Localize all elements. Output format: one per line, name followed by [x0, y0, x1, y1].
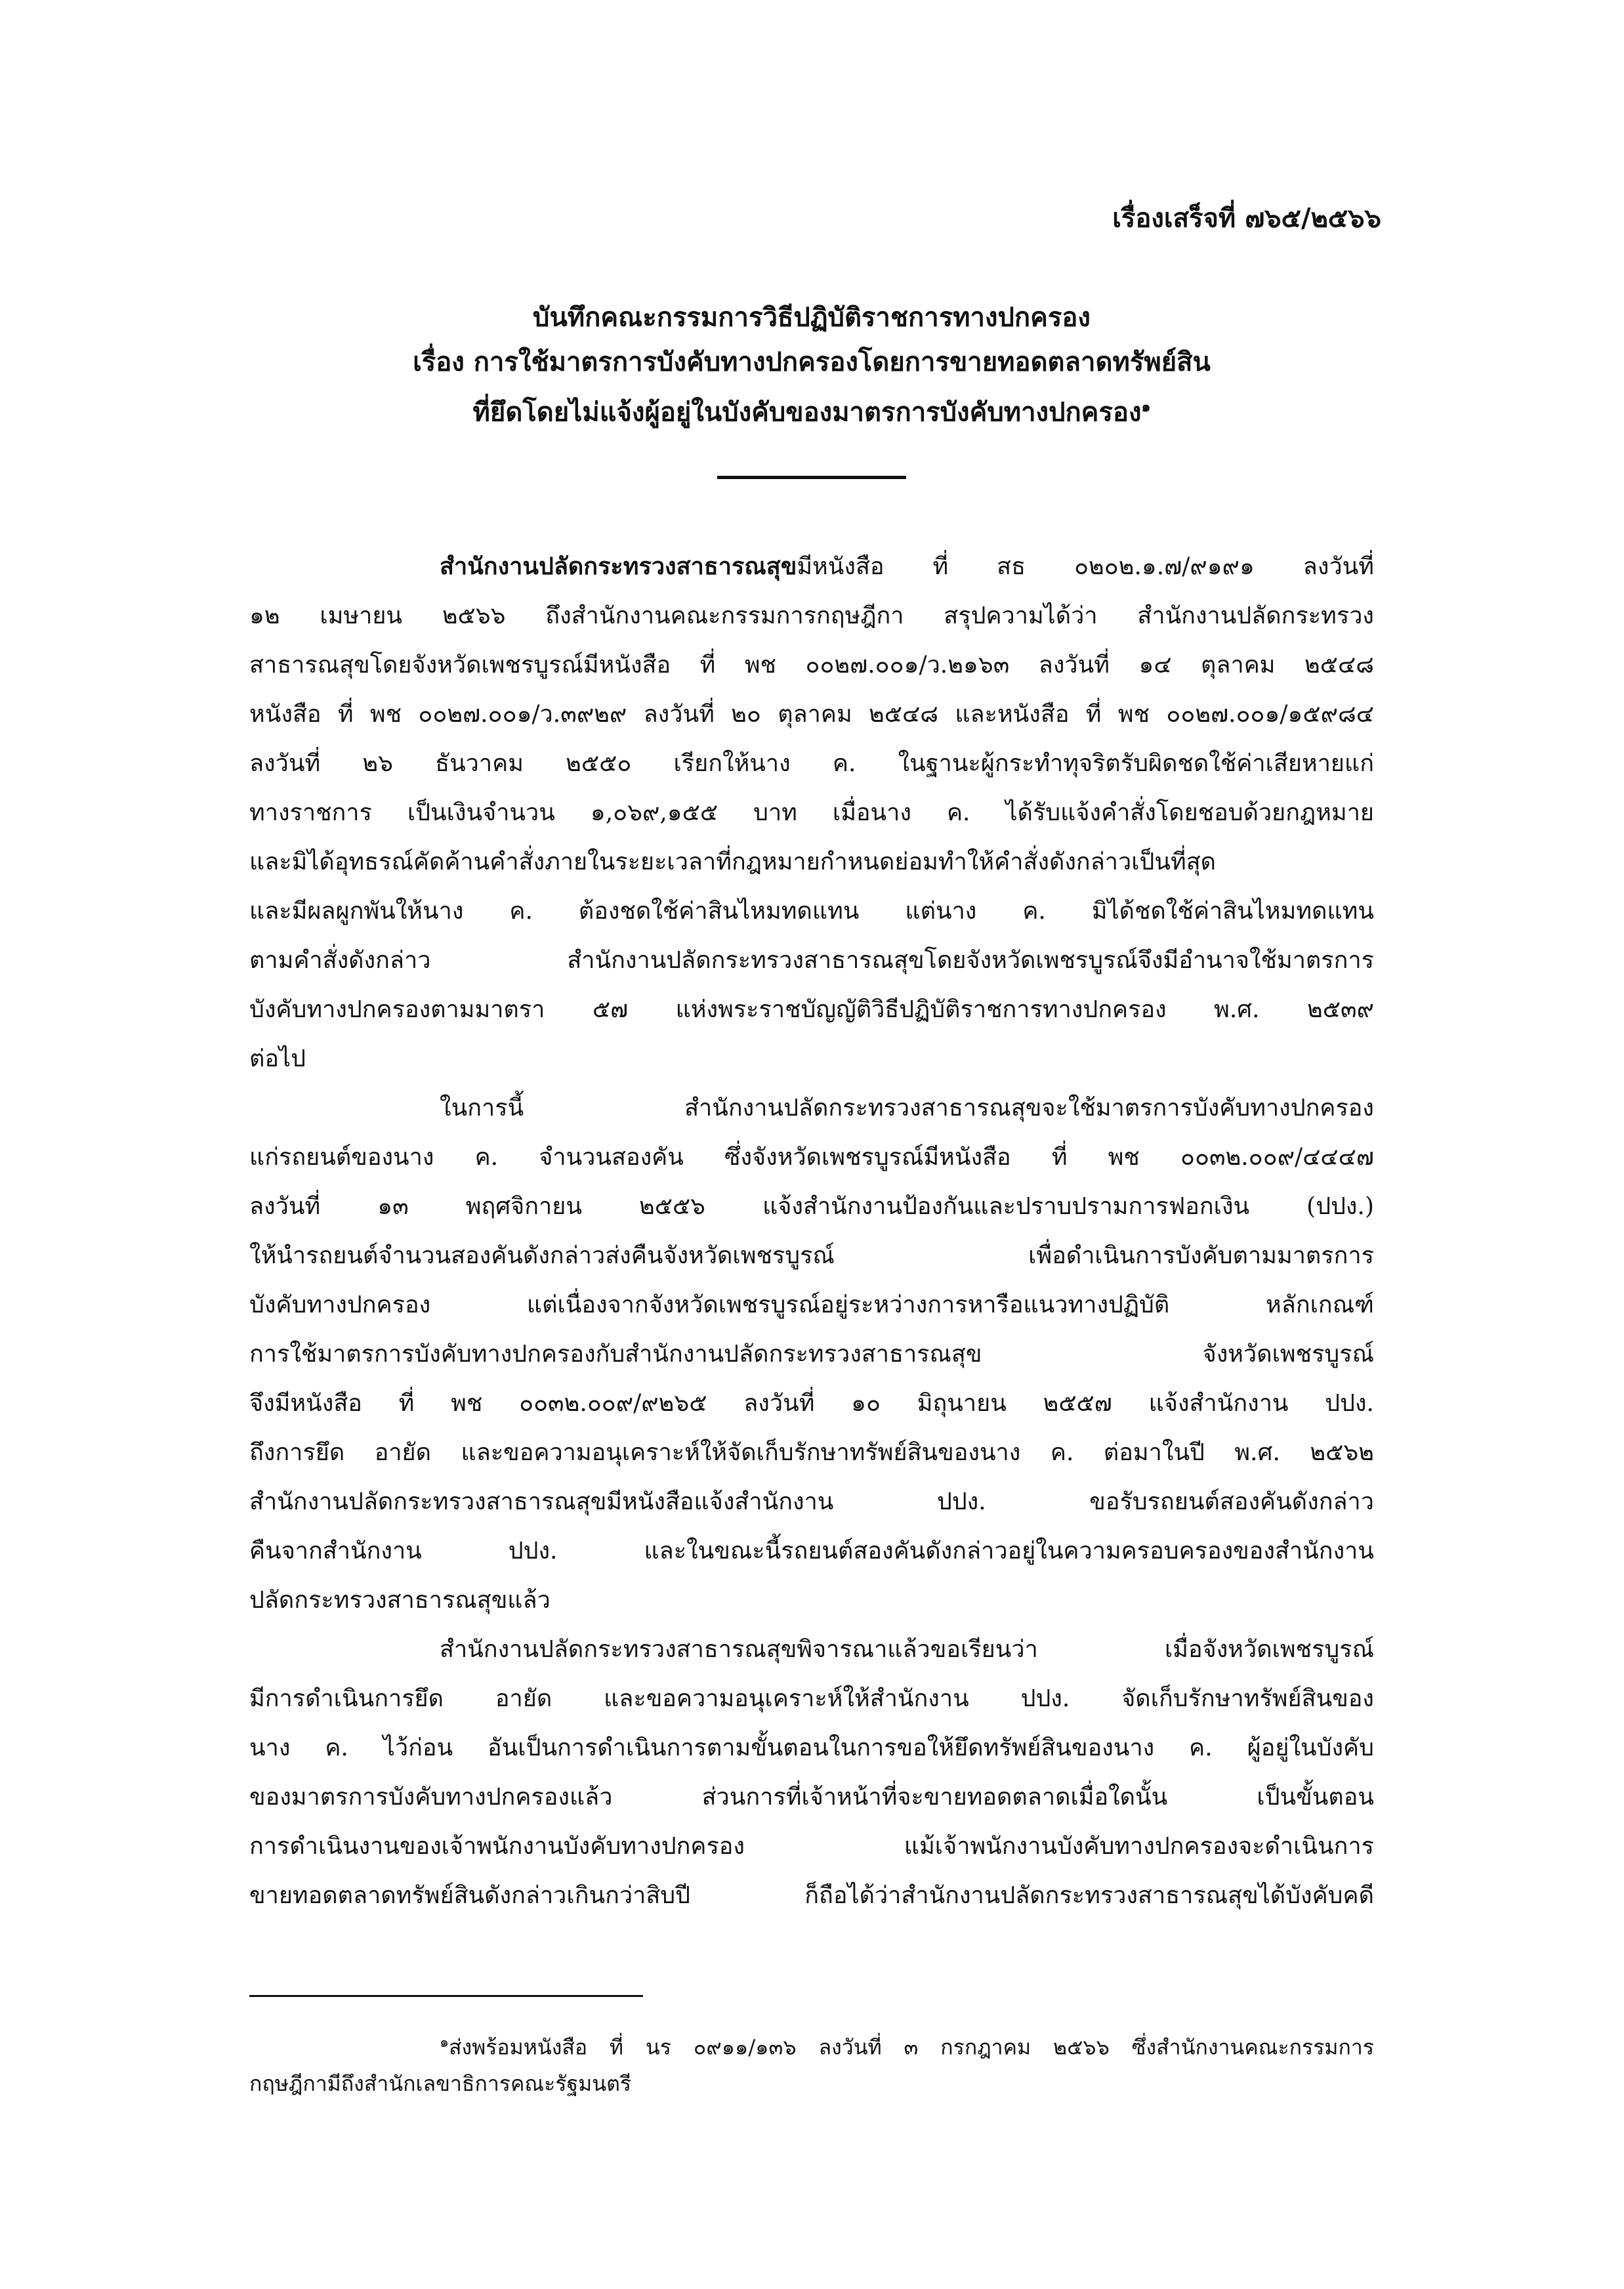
case-number: เรื่องเสร็จที่ ๗๖๕/๒๕๖๖ — [1112, 203, 1381, 234]
title-line-3-text: ที่ยึดโดยไม่แจ้งผู้อยู่ในบังคับของมาตรการบังคับทางปกครอง — [472, 396, 1142, 428]
paragraph-3-line: ขายทอดตลาดทรัพย์สินดังกล่าวเกินกว่าสิบปี ก็ถือได้ว่าสำนักงานปลัดกระทรวงสาธารณสุขได้บังคับคดี — [249, 1882, 1374, 1909]
paragraph-2-line: ลงวันที่ ๑๓ พฤศจิกายน ๒๕๕๖ แจ้งสำนักงานป้องกันและปราบปรามการฟอกเงิน (ปปง.) — [249, 1193, 1374, 1220]
paragraph-1-line: ทางราชการ เป็นเงินจำนวน ๑,๐๖๙,๑๕๕ บาท เมื่อนาง ค. ได้รับแจ้งคำสั่งโดยชอบด้วยกฎหมาย — [249, 799, 1374, 826]
footnote-divider — [249, 1995, 643, 1997]
paragraph-2-line: ให้นำรถยนต์จำนวนสองคันดังกล่าวส่งคืนจังหวัดเพชรบูรณ์ เพื่อดำเนินการบังคับตามมาตรการ — [249, 1242, 1374, 1269]
paragraph-1-line: บังคับทางปกครองตามมาตรา ๕๗ แห่งพระราชบัญญัติวิธีปฏิบัติราชการทางปกครอง พ.ศ. ๒๕๓๙ — [249, 996, 1374, 1023]
footnote-line-1 — [249, 2023, 1374, 2063]
title-line-2: เรื่อง การใช้มาตรการบังคับทางปกครองโดยการขายทอดตลาดทรัพย์สิน — [413, 346, 1211, 377]
paragraph-3-line: สำนักงานปลัดกระทรวงสาธารณสุขพิจารณาแล้วขอเรียนว่า เมื่อจังหวัดเพชรบูรณ์ — [440, 1636, 1374, 1663]
paragraph-3-line: มีการดำเนินการยึด อายัด และขอความอนุเคราะห์ให้สำนักงาน ปปง. จัดเก็บรักษาทรัพย์สินของ — [249, 1685, 1374, 1712]
paragraph-3-line: นาง ค. ไว้ก่อน อันเป็นการดำเนินการตามขั้นตอนในการขอให้ยึดทรัพย์สินของนาง ค. ผู้อยู่ในบังคับ — [249, 1734, 1374, 1761]
paragraph-3-line: ของมาตรการบังคับทางปกครองแล้ว ส่วนการที่เจ้าหน้าที่จะขายทอดตลาดเมื่อใดนั้น เป็นขั้นตอน — [249, 1784, 1374, 1811]
title-line-1: บันทึกคณะกรรมการวิธีปฏิบัติราชการทางปกครอง — [533, 302, 1091, 333]
footnote-line-1-text: ส่งพร้อมหนังสือ ที่ นร ๐๙๑๑/๑๓๖ ลงวันที่ ๓ กรกฎาคม ๒๕๖๖ ซึ่งสำนักงานคณะกรรมการ — [448, 2034, 1374, 2060]
paragraph-2-line: การใช้มาตรการบังคับทางปกครองกับสำนักงานปลัดกระทรวงสาธารณสุข จังหวัดเพชรบูรณ์ — [249, 1341, 1374, 1368]
paragraph-1-line: และมีผลผูกพันให้นาง ค. ต้องชดใช้ค่าสินไหมทดแทน แต่นาง ค. มิได้ชดใช้ค่าสินไหมทดแทน — [249, 898, 1374, 925]
paragraph-1-line: ตามคำสั่งดังกล่าว สำนักงานปลัดกระทรวงสาธารณสุขโดยจังหวัดเพชรบูรณ์จึงมีอำนาจใช้มาตรการ — [249, 947, 1374, 974]
paragraph-2-line: ถึงการยึด อายัด และขอความอนุเคราะห์ให้จัดเก็บรักษาทรัพย์สินของนาง ค. ต่อมาในปี พ.ศ. ๒๕๖๒ — [249, 1439, 1374, 1466]
title-line-3 — [249, 385, 1374, 434]
title-divider — [717, 476, 906, 479]
paragraph-2-line: ในการนี้ สำนักงานปลัดกระทรวงสาธารณสุขจะใช้มาตรการบังคับทางปกครอง — [440, 1095, 1374, 1122]
paragraph-1-line: หนังสือ ที่ พช ๐๐๒๗.๐๐๑/ว.๓๙๒๙ ลงวันที่ ๒๐ ตุลาคม ๒๕๔๘ และหนังสือ ที่ พช ๐๐๒๗.๐๐๑/๑๕๙๘๔ — [249, 701, 1374, 728]
paragraph-2-line: แก่รถยนต์ของนาง ค. จำนวนสองคัน ซึ่งจังหวัดเพชรบูรณ์มีหนังสือ ที่ พช ๐๐๓๒.๐๐๙/๔๔๔๗ — [249, 1144, 1374, 1171]
paragraph-1-line: ต่อไป — [249, 1045, 306, 1072]
paragraph-1-line: ๑๒ เมษายน ๒๕๖๖ ถึงสำนักงานคณะกรรมการกฤษฎีกา สรุปความได้ว่า สำนักงานปลัดกระทรวง — [249, 602, 1374, 629]
paragraph-3-line: การดำเนินงานของเจ้าพนักงานบังคับทางปกครอง แม้เจ้าพนักงานบังคับทางปกครองจะดำเนินการ — [249, 1833, 1374, 1860]
paragraph-1-line-1-rest: มีหนังสือ ที่ สธ ๐๒๐๒.๑.๗/๙๑๙๑ ลงวันที่ — [797, 553, 1374, 580]
paragraph-1-bold-lead: สำนักงานปลัดกระทรวงสาธารณสุข — [440, 553, 797, 580]
footnote — [249, 2023, 1374, 2104]
title-footnote-mark: ๑ — [1141, 398, 1151, 415]
paragraph-1-line: และมิได้อุทธรณ์คัดค้านคำสั่งภายในระยะเวลาที่กฎหมายกำหนดย่อมทำให้คำสั่งดังกล่าวเป็นที่สุด — [249, 849, 1217, 875]
memo-title — [249, 295, 1374, 434]
paragraph-1-line: สาธารณสุขโดยจังหวัดเพชรบูรณ์มีหนังสือ ที่ พช ๐๐๒๗.๐๐๑/ว.๒๑๖๓ ลงวันที่ ๑๔ ตุลาคม ๒๕๔๘ — [249, 652, 1374, 679]
footnote-line-2: กฤษฎีกามีถึงสำนักเลขาธิการคณะรัฐมนตรี — [249, 2071, 632, 2096]
paragraph-2-line: บังคับทางปกครอง แต่เนื่องจากจังหวัดเพชรบูรณ์อยู่ระหว่างการหารือแนวทางปฏิบัติ หลักเกณฑ์ — [249, 1292, 1374, 1318]
paragraph-2-line: คืนจากสำนักงาน ปปง. และในขณะนี้รถยนต์สองคันดังกล่าวอยู่ในความครอบครองของสำนักงาน — [249, 1538, 1374, 1564]
footnote-mark: ๑ — [440, 2034, 449, 2051]
paragraph-2-line: ปลัดกระทรวงสาธารณสุขแล้ว — [249, 1587, 551, 1614]
paragraph-2-line: สำนักงานปลัดกระทรวงสาธารณสุขมีหนังสือแจ้งสำนักงาน ปปง. ขอรับรถยนต์สองคันดังกล่าว — [249, 1488, 1374, 1515]
paragraph-1-line-1 — [249, 542, 1374, 591]
paragraph-2-line: จึงมีหนังสือ ที่ พช ๐๐๓๒.๐๐๙/๙๒๖๕ ลงวันที่ ๑๐ มิถุนายน ๒๕๕๗ แจ้งสำนักงาน ปปง. — [249, 1390, 1374, 1417]
body-text — [249, 542, 1374, 1920]
paragraph-1-line: ลงวันที่ ๒๖ ธันวาคม ๒๕๕๐ เรียกให้นาง ค. ในฐานะผู้กระทำทุจริตรับผิดชดใช้ค่าเสียหายแก่ — [249, 750, 1374, 777]
